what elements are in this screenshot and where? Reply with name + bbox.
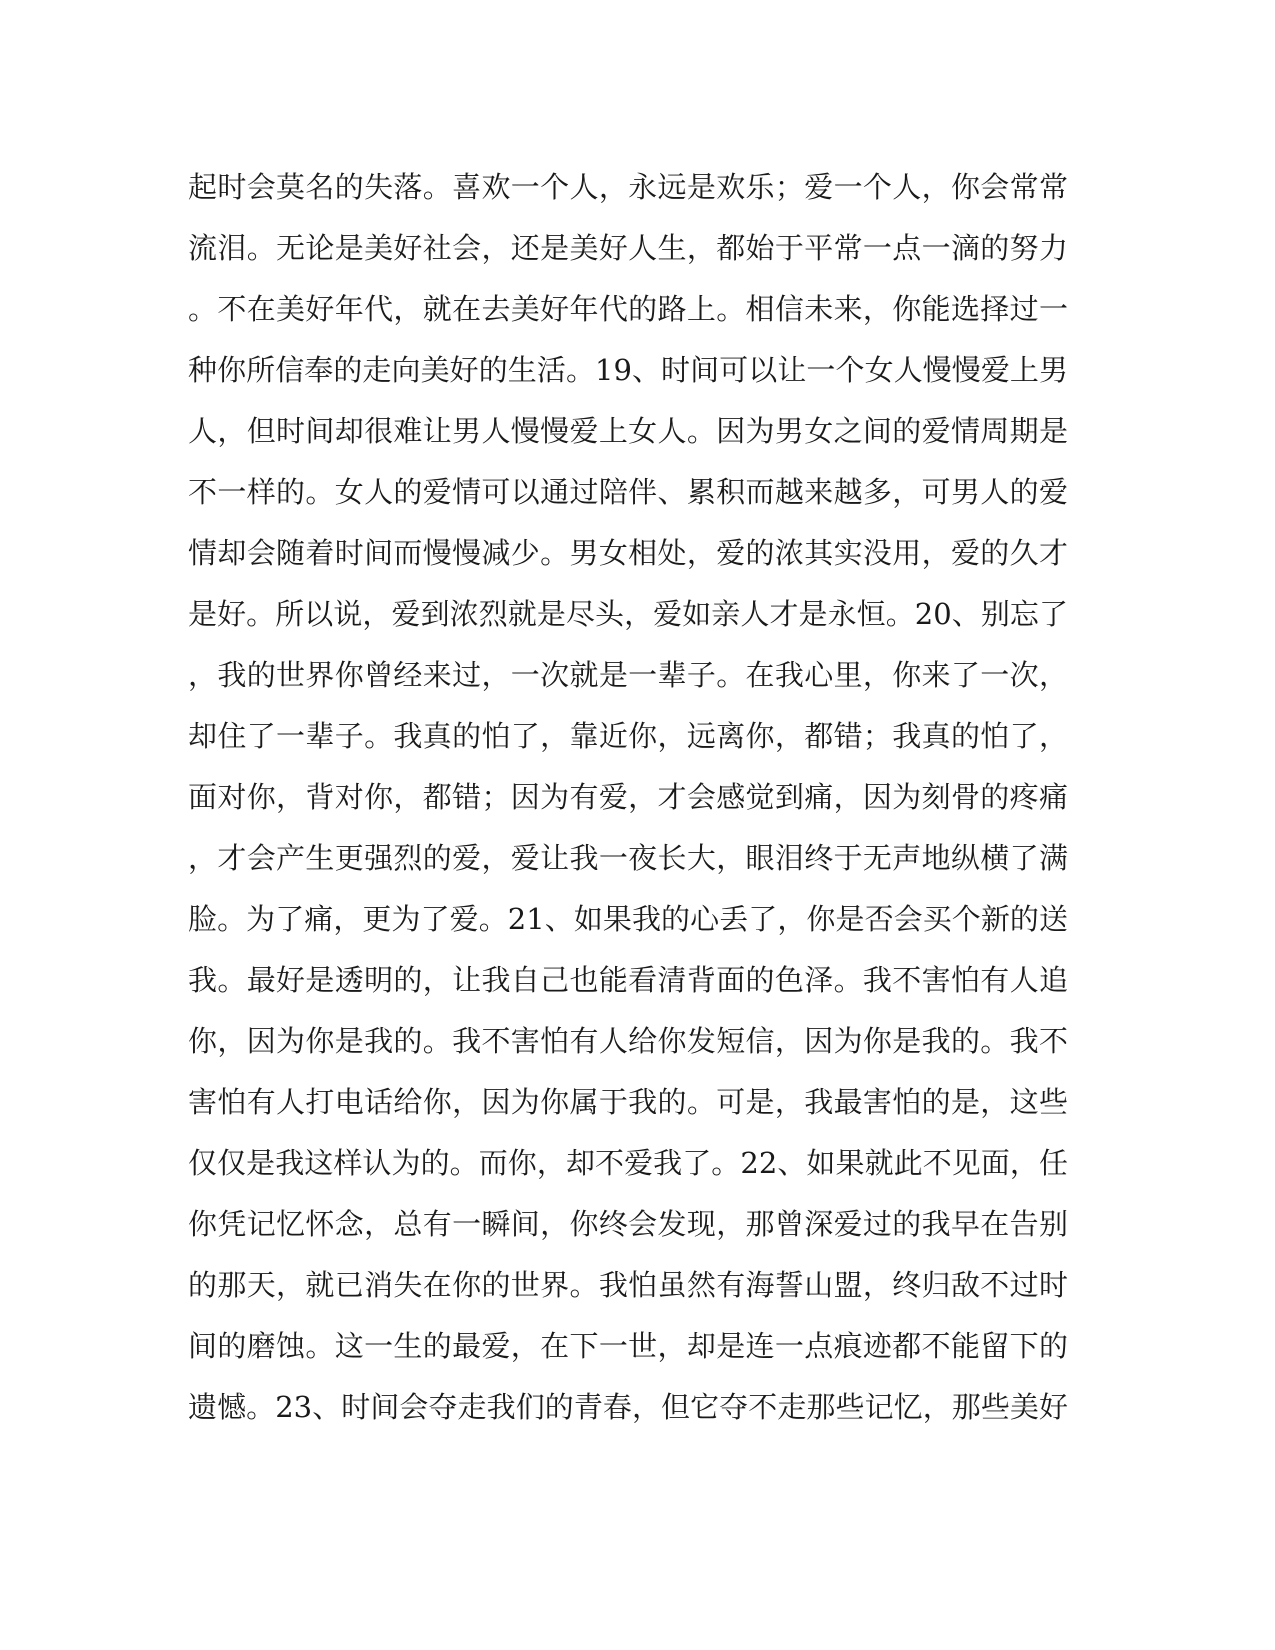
text-line: 遗憾。23、时间会夺走我们的青春，但它夺不走那些记忆，那些美好 — [188, 1390, 1068, 1424]
text-line: 。不在美好年代，就在去美好年代的路上。相信未来，你能选择过一 — [188, 292, 1068, 326]
text-line: 我。最好是透明的，让我自己也能看清背面的色泽。我不害怕有人追 — [188, 963, 1068, 997]
text-line: 种你所信奉的走向美好的生活。19、时间可以让一个女人慢慢爱上男 — [188, 353, 1068, 387]
text-line: 人，但时间却很难让男人慢慢爱上女人。因为男女之间的爱情周期是 — [188, 414, 1068, 448]
text-line: 面对你，背对你，都错；因为有爱，才会感觉到痛，因为刻骨的疼痛 — [188, 780, 1068, 814]
text-line: 流泪。无论是美好社会，还是美好人生，都始于平常一点一滴的努力 — [188, 231, 1068, 265]
text-line: 你凭记忆怀念，总有一瞬间，你终会发现，那曾深爱过的我早在告别 — [188, 1207, 1068, 1241]
text-line: 情却会随着时间而慢慢减少。男女相处，爱的浓其实没用，爱的久才 — [188, 536, 1068, 570]
text-line: 却住了一辈子。我真的怕了，靠近你，远离你，都错；我真的怕了， — [188, 719, 1068, 753]
text-line: 害怕有人打电话给你，因为你属于我的。可是，我最害怕的是，这些 — [188, 1085, 1068, 1119]
text-line: 间的磨蚀。这一生的最爱，在下一世，却是连一点痕迹都不能留下的 — [188, 1329, 1068, 1363]
text-line: 起时会莫名的失落。喜欢一个人，永远是欢乐；爱一个人，你会常常 — [188, 170, 1068, 204]
text-line: 仅仅是我这样认为的。而你，却不爱我了。22、如果就此不见面，任 — [188, 1146, 1068, 1180]
text-line: 不一样的。女人的爱情可以通过陪伴、累积而越来越多，可男人的爱 — [188, 475, 1068, 509]
text-line: 你，因为你是我的。我不害怕有人给你发短信，因为你是我的。我不 — [188, 1024, 1068, 1058]
text-line: ，我的世界你曾经来过，一次就是一辈子。在我心里，你来了一次， — [188, 658, 1068, 692]
text-line: 脸。为了痛，更为了爱。21、如果我的心丢了，你是否会买个新的送 — [188, 902, 1068, 936]
text-line: 是好。所以说，爱到浓烈就是尽头，爱如亲人才是永恒。20、别忘了 — [188, 597, 1068, 631]
text-line: ，才会产生更强烈的爱，爱让我一夜长大，眼泪终于无声地纵横了满 — [188, 841, 1068, 875]
text-line: 的那天，就已消失在你的世界。我怕虽然有海誓山盟，终归敌不过时 — [188, 1268, 1068, 1302]
body-text — [188, 157, 1068, 1438]
